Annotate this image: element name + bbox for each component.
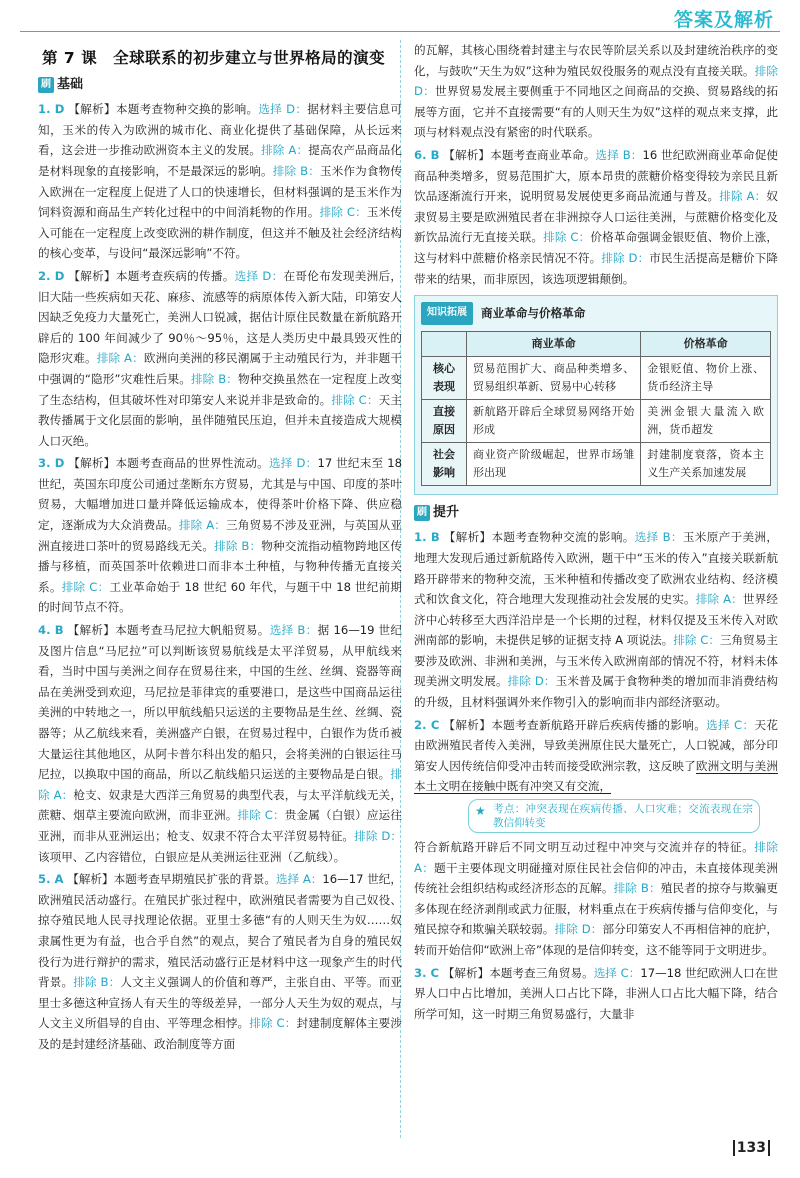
- answer-item-6: [414, 145, 778, 289]
- analysis-text: 17—18 世纪欧洲人口在世界人口中占比增加，美洲人口占比下降，非洲人口占比大幅下降，结合所学可知，这一时期三角贸易盛行，大量非: [414, 965, 778, 1021]
- table-cell: 贸易范围扩大、商品种类增多、贸易组织革新、贸易中心转移: [467, 356, 641, 399]
- keyword-exclude: 排除 C：: [319, 205, 367, 220]
- answer-number: 4. B: [38, 623, 64, 638]
- extension-title: 商业革命与价格革命: [481, 306, 586, 321]
- analysis-text: 该项甲、乙内容错位，白银应是从美洲运往亚洲（乙航线）。: [38, 849, 346, 864]
- table-cell: 美洲金银大量流入欧洲，货币超发: [641, 399, 771, 442]
- analysis-text: 据 16—19 世纪及图片信息“马尼拉”可以判断该贸易航线是太平洋贸易，从甲航线来看，当时中国与美洲之间存在贸易往来，中国的生丝、丝绸、瓷器等商品在美洲受到欢迎，马尼拉是菲律宾的重要港口，是这些中国商品运往美洲的中转地之一，所以甲航线船只运送的主要物品是生丝、丝绸、瓷器等；从乙航线来看，美洲盛产白银，在贸易过程中，白银作为货币被大量运往其他地区，从阿卡普尔科出发的船只，会将美洲的白银运往马尼拉，以换取中国的商品，所以乙航线船只运送的主要物品是白银。: [38, 623, 402, 782]
- brush-badge-icon: 刷: [38, 77, 54, 93]
- keyword-exclude: 排除 C：: [331, 392, 379, 407]
- answer-number: 5. A: [38, 872, 64, 887]
- analysis-text: 玉米原产于美洲，地理大发现后通过新航路传入欧洲，题干中“玉米的传入”直接关联新航路开辟带来的物种交流，玉米种植和传播改变了欧洲农业结构、经济模式和饮食文化，符合地理大发现推动社会发展的史实。: [414, 530, 778, 607]
- analysis-text: 【解析】本题考查物种交换的影响。: [68, 102, 259, 117]
- answer-number: 3. C: [414, 965, 440, 980]
- analysis-text: 【解析】本题考查新航路开辟后疾病传播的影响。: [443, 717, 707, 732]
- keyword-exclude: 排除 B：: [214, 538, 262, 553]
- keyword-exclude: 排除 A：: [414, 840, 778, 875]
- keyword-exclude: 排除 C：: [237, 808, 285, 823]
- analysis-text: 17 世纪末至 18 世纪，英国东印度公司通过垄断东方贸易，尤其是与中国、印度的茶叶贸易，大幅增加进口量并降低运输成本，使得茶叶价格下降、供应稳定，逐渐成为大众消费品。: [38, 456, 402, 533]
- top-bar: [0, 0, 800, 30]
- keyword-exclude: 排除 C：: [543, 230, 591, 245]
- analysis-text: 16—17 世纪，欧洲殖民活动盛行。在殖民扩张过程中，欧洲殖民者需要为自己奴役、掠夺殖民地人民寻找理论依据。亚里士多德“有的人则天生为奴……奴隶属性更为有益，也合乎自然”的观点，契合了殖民者为自身的殖民奴役行为进行辩护的需求，殖民活动盛行正是材料中这一现象产生的时代背景。: [38, 872, 403, 990]
- section-basic-label: 基础: [57, 76, 84, 92]
- answer-item-2: [38, 266, 402, 451]
- answer-number: 3. D: [38, 456, 65, 471]
- keyword-exclude: 排除 A：: [38, 767, 402, 802]
- analysis-text: 题干主要体现文明碰撞对原住民社会信仰的冲击，未直接体现美洲传统社会组织结构或经济形态的瓦解。: [414, 860, 778, 896]
- keyword-exclude: 排除 A：: [719, 189, 767, 204]
- analysis-text: 在哥伦布发现美洲后，旧大陆一些疾病如天花、麻疹、流感等的病原体传入新大陆，印第安人因缺乏免疫力大量死亡，美洲人口锐减，据估计原住民数量在新航路开辟后的 100 年间减少了 90％～95％，这是人类历史中最具毁灭性的隐形灾难。: [38, 268, 402, 366]
- analysis-text: 世界经济中心转移至大西洋沿岸是一个长期的过程，材料仅提及玉米传入对欧洲南部的影响，未提供足够的证据支持 A 项说法。: [414, 592, 778, 648]
- advanced-answer-item-3: [414, 963, 778, 1025]
- analysis-text: 封建制度解体主要涉及的是封建经济基础、政治制度等方面: [38, 1016, 402, 1051]
- keyword-select: 选择 D：: [234, 268, 284, 283]
- keyword-select: 选择 B：: [269, 623, 318, 638]
- answer-number: 6. B: [414, 147, 440, 162]
- analysis-text: 的瓦解，其核心围绕着封建主与农民等阶层关系以及封建统治秩序的变化，与鼓吹“天生为奴”这种为殖民奴役服务的观点没有直接关联。: [414, 43, 778, 78]
- analysis-text: 部分印第安人不再相信神的庇护，转而开始信仰“欧洲上帝”体现的是信仰转变，这不能等同于文明进步。: [414, 922, 778, 957]
- table-header-row: [422, 331, 771, 356]
- keyword-exclude: 排除 C：: [61, 579, 110, 594]
- extension-tag: 知识拓展: [421, 302, 473, 325]
- analysis-text: 三角贸易主要涉及欧洲、非洲和美洲，与玉米传入欧洲南部的情况不符，材料未体现美洲文明发展。: [414, 633, 778, 689]
- keyword-exclude: 排除 A：: [695, 592, 743, 607]
- analysis-text: 价格革命强调金银贬值、物价上涨，这与材料中蔗糖价格亲民情况不符。: [414, 230, 778, 265]
- comparison-table: [421, 331, 771, 486]
- keyword-exclude: 排除 B：: [73, 975, 121, 990]
- analysis-text: 【解析】本题考查疾病的传播。: [68, 268, 235, 283]
- left-column: [38, 48, 402, 1057]
- table-cell: 新航路开辟后全球贸易网络开始形成: [467, 399, 641, 442]
- section-advanced-label: 提升: [433, 504, 460, 520]
- table-cell: 封建制度衰落，资本主义生产关系加速发展: [641, 442, 771, 485]
- table-cell: 商业资产阶级崛起，世界市场雏形出现: [467, 442, 641, 485]
- analysis-text: 世界贸易发展主要侧重于不同地区之间商品的交换、贸易路线的拓展等方面，它并不直接需要“有的人则天生为奴”这样的观点来支撑，此项与材料观点没有紧密的时代联系。: [414, 84, 778, 140]
- keyword-exclude: 排除 A：: [261, 143, 309, 158]
- table-header-cell: 价格革命: [641, 331, 771, 356]
- keyword-select: 选择 C：: [706, 717, 755, 732]
- analysis-text: 天花由欧洲殖民者传入美洲，导致美洲原住民大量死亡，人口锐减，部分印第安人因传统信仰受冲击转而接受欧洲宗教，这反映了: [414, 717, 778, 773]
- section-basic-header: [38, 75, 402, 96]
- keyword-exclude: 排除 D：: [507, 674, 556, 689]
- answer-item-5-continued: [414, 40, 778, 143]
- answer-item-3: [38, 453, 402, 618]
- analysis-text: 提高农产品商品化是材料现象的直接影响，不是最深远的影响。: [38, 143, 402, 178]
- keyword-exclude: 排除 A：: [178, 518, 227, 533]
- page-number: [733, 1140, 770, 1156]
- table-row: [422, 442, 771, 485]
- analysis-text: 天主教传播属于文化层面的影响，虽伴随殖民压迫，但并未直接造成大规模人口灭绝。: [38, 392, 402, 448]
- header-title: 答案及解析: [673, 9, 774, 31]
- keyword-exclude: 排除 D：: [601, 250, 650, 265]
- header-rule: [20, 31, 780, 32]
- analysis-text: 物种交流指动植物跨地区传播与移植，而英国茶叶依赖进口而非本土种植，与物种传播无直接关系。: [38, 538, 402, 594]
- analysis-text: 三角贸易不涉及亚洲，与英国从亚洲直接进口茶叶的贸易路线无关。: [38, 518, 402, 553]
- analysis-text: 据材料主要信息可知，玉米的传入为欧洲的城市化、商业化提供了基础保障，从长远来看，这会进一步推动欧洲资本主义的发展。: [38, 102, 402, 158]
- analysis-text: 市民生活提高是糖价下降带来的结果，而非原因，该选项逻辑颠倒。: [414, 250, 778, 286]
- keyword-exclude: 排除 C：: [673, 633, 720, 648]
- analysis-text: 符合新航路开辟后不同文明互动过程中冲突与交流并存的特征。: [414, 840, 755, 855]
- analysis-text: 玉米传入可能在一定程度上改变欧洲的耕作制度，但这并不触及社会经济结构的核心变革，与设问“最深远影响”不符。: [38, 205, 402, 261]
- answer-item-5: [38, 869, 402, 1054]
- analysis-text: 物种交换虽然在一定程度上改变了生态结构，但其破坏性对印第安人来说并非是致命的。: [38, 371, 402, 407]
- keyword-select: 选择 D：: [268, 456, 318, 471]
- table-row: [422, 399, 771, 442]
- answer-item-1: [38, 99, 402, 264]
- keyword-exclude: 排除 D：: [354, 828, 402, 843]
- brush-badge-icon: 刷: [414, 505, 430, 521]
- analysis-text: 工业革命始于 18 世纪 60 年代，与题干中 18 世纪前期的时间节点不符。: [38, 579, 403, 615]
- underlined-key-sentence: 欧洲文明与美洲本土文明在接触中既有冲突又有交流，: [414, 758, 778, 794]
- analysis-text: 玉米作为食物传入欧洲在一定程度上促进了人口的快速增长，但材料强调的是玉米作为饲料资源和商品生产转化过程中的中间消耗物的作用。: [38, 163, 402, 220]
- answer-number: 1. B: [414, 530, 440, 545]
- analysis-text: 欧洲向美洲的移民潮属于主动殖民行为，并非题干中强调的“隐形”灾难性后果。: [38, 351, 402, 386]
- analysis-text: 【解析】本题考查三角贸易。: [442, 965, 594, 980]
- table-header-cell: 商业革命: [467, 331, 641, 356]
- analysis-text: 【解析】本题考查马尼拉大帆船贸易。: [67, 623, 270, 638]
- table-row: [422, 356, 771, 399]
- analysis-text: 人文主义强调人的价值和尊严，主张自由、平等。而亚里士多德这种宣扬人有天生的等级差异，一部分人天生为奴的观点，与人文主义所倡导的自由、平等理念相悖。: [38, 975, 402, 1031]
- extension-header: [421, 302, 771, 325]
- analysis-text: 殖民者的掠夺与欺骗更多体现在经济剥削或武力征服，材料重点在于疾病传播与信仰变化，与殖民掠夺和欺骗关联较弱。: [414, 881, 778, 937]
- keyword-exclude: 排除 B：: [190, 371, 239, 386]
- row-label: 社会影响: [422, 442, 467, 485]
- keyword-select: 选择 D：: [258, 102, 308, 117]
- table-cell: 金银贬值、物价上涨、货币经济主导: [641, 356, 771, 399]
- keyword-select: 选择 B：: [595, 147, 643, 162]
- analysis-text: 玉米普及属于食物种类的增加而非消费结构的升级，且材料强调外来作物引入的影响而非内部经济驱动。: [414, 674, 778, 710]
- row-label: 核心表现: [422, 356, 467, 399]
- answer-number: 2. D: [38, 268, 65, 283]
- exam-point-callout: ★ 考点：冲突表现在疾病传播、人口灾难；交流表现在宗教信仰转变: [468, 799, 760, 833]
- keyword-exclude: 排除 D：: [414, 63, 778, 99]
- analysis-text: 贵金属（白银）应运往亚洲，而非从亚洲运出；枪支、奴隶不符合太平洋贸易特征。: [38, 808, 402, 843]
- keyword-exclude: 排除 C：: [249, 1016, 297, 1031]
- row-label: 直接原因: [422, 399, 467, 442]
- answer-number: 1. D: [38, 102, 65, 117]
- keyword-exclude: 排除 D：: [554, 922, 603, 937]
- analysis-text: 枪支、奴隶是大西洋三角贸易的典型代表，与太平洋航线无关，蔗糖、烟草主要流向欧洲，而非亚洲。: [38, 787, 402, 823]
- answer-number: 2. C: [414, 717, 440, 732]
- keyword-select: 选择 C：: [593, 965, 641, 980]
- analysis-text: 16 世纪欧洲商业革命促使商品种类增多，贸易范围扩大，原本昂贵的蔗糖价格变得较为亲民且新饮品逐渐流行开来，说明贸易发展使更多商品流通与普及。: [414, 147, 778, 204]
- analysis-text: 【解析】本题考查物种交流的影响。: [443, 530, 635, 545]
- knowledge-extension-box: [414, 295, 778, 495]
- analysis-text: 奴隶贸易主要是欧洲殖民者在非洲掠夺人口运往美洲，与蔗糖价格变化及新饮品流行无直接关联。: [414, 189, 778, 245]
- keyword-select: 选择 B：: [634, 530, 683, 545]
- analysis-text: 【解析】本题考查早期殖民扩张的背景。: [67, 872, 276, 887]
- lesson-title: 第 7 课 全球联系的初步建立与世界格局的演变: [42, 49, 386, 67]
- keyword-exclude: 排除 B：: [272, 163, 320, 178]
- section-advanced-header: [414, 503, 778, 524]
- page-number-text: 133: [733, 1140, 770, 1156]
- keyword-exclude: 排除 B：: [613, 881, 661, 896]
- advanced-answer-item-2-continued: [414, 837, 778, 961]
- advanced-answer-item-1: [414, 527, 778, 712]
- advanced-answer-item-2: [414, 715, 778, 797]
- analysis-text: 【解析】本题考查商业革命。: [443, 147, 596, 162]
- keyword-select: 选择 A：: [275, 872, 323, 887]
- keyword-exclude: 排除 A：: [96, 351, 144, 366]
- answer-item-4: [38, 620, 402, 867]
- analysis-text: 【解析】本题考查商品的世界性流动。: [68, 456, 269, 471]
- table-header-cell: [422, 331, 467, 356]
- right-column: [414, 40, 778, 1026]
